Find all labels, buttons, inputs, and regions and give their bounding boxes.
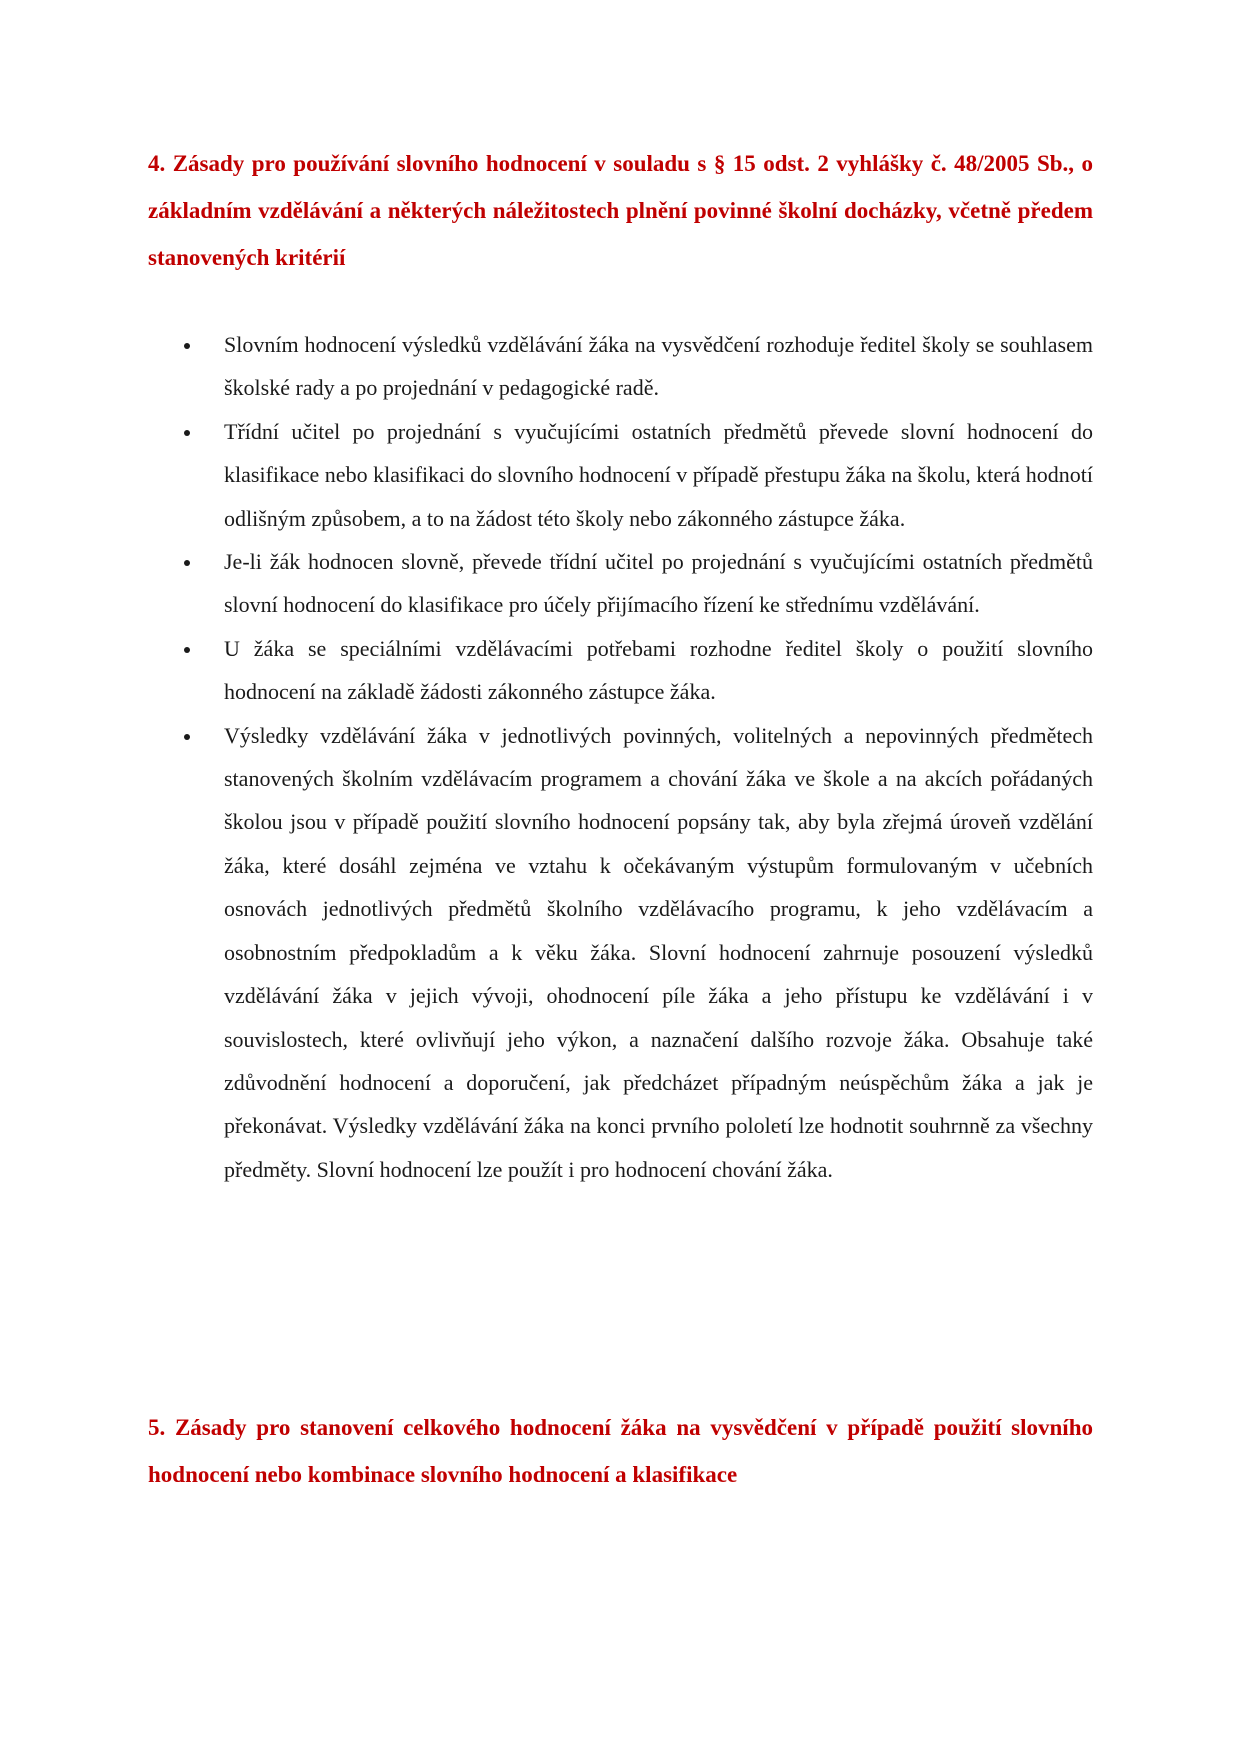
list-item — [148, 540, 1093, 627]
list-item-text: Je-li žák hodnocen slovně, převede třídní učitel po projednání s vyučujícími ostatních předmětů slovní hodnocení do klasifikace pro účely přijímacího řízení ke střednímu vzdělávání. — [224, 549, 1093, 618]
list-item — [148, 410, 1093, 540]
list-item — [148, 627, 1093, 714]
list-item-text: Slovním hodnocení výsledků vzdělávání žáka na vysvědčení rozhoduje ředitel školy se souhlasem školské rady a po projednání v pedagogické radě. — [224, 332, 1093, 401]
section-4-heading: 4. Zásady pro používání slovního hodnocení v souladu s § 15 odst. 2 vyhlášky č. 48/2005 Sb., o základním vzdělávání a některých náležitostech plnění povinné školní docházky, včetně předem stanovených kritérií — [148, 151, 1093, 270]
list-item — [148, 714, 1093, 1191]
list-item-text: U žáka se speciálními vzdělávacími potřebami rozhodne ředitel školy o použití slovního hodnocení na základě žádosti zákonného zástupce žáka. — [224, 635, 1093, 705]
bullet-icon — [184, 343, 190, 349]
list-item-text: Výsledky vzdělávání žáka v jednotlivých povinných, volitelných a nepovinných předmětech stanovených školním vzdělávacím programem a chování žáka ve škole a na akcích pořádaných školou jsou v případě použití slovního hodnocení popsány tak, aby byla zřejmá úroveň vzdělání žáka, které dosáhl zejména ve vztahu k očekávaným výstupům formulovaným v učebních osnovách jednotlivých předmětů školního vzdělávacího programu, k jeho vzdělávacím a osobnostním předpokladům a k věku žáka. Slovní hodnocení zahrnuje posouzení výsledků vzdělávání žáka v jejich vývoji, ohodnocení píle žáka a jeho přístupu ke vzdělávání i v souvislostech, které ovlivňují jeho výkon, a naznačení dalšího rozvoje žáka. Obsahuje také zdůvodnění hodnocení a doporučení, jak předcházet případným neúspěchům žáka a jak je překonávat. Výsledky vzdělávání žáka na konci prvního pololetí lze hodnotit souhrnně za všechny předměty. Slovní hodnocení lze použít i pro hodnocení chování žáka. — [224, 722, 1093, 1182]
bullet-icon — [184, 430, 190, 436]
list-item — [148, 323, 1093, 410]
bullet-icon — [184, 734, 190, 740]
bullet-icon — [184, 647, 190, 653]
section-5-heading: 5. Zásady pro stanovení celkového hodnocení žáka na vysvědčení v případě použití slovního hodnocení nebo kombinace slovního hodnocení a klasifikace — [148, 1415, 1093, 1487]
bullet-list — [148, 323, 1093, 1191]
list-item-text: Třídní učitel po projednání s vyučujícími ostatních předmětů převede slovní hodnocení do klasifikace nebo klasifikaci do slovního hodnocení v případě přestupu žáka na školu, která hodnotí odlišným způsobem, a to na žádost této školy nebo zákonného zástupce žáka. — [224, 418, 1093, 531]
bullet-icon — [184, 560, 190, 566]
